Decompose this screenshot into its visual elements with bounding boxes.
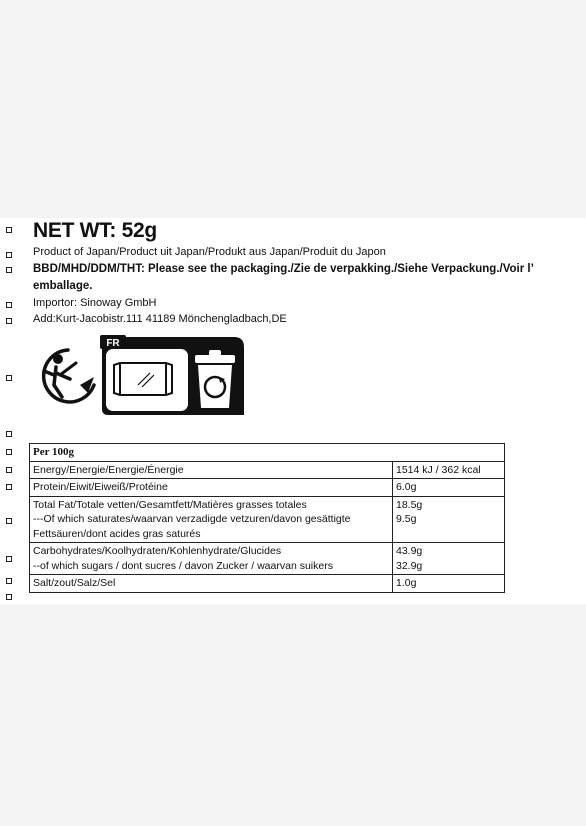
nutrient-value-line: 32.9g (396, 559, 423, 572)
nutrient-value-line: 1514 kJ / 362 kcal (396, 463, 481, 476)
address-text: Add:Kurt-Jacobistr.111 41189 Mönchengladbach,DE (33, 313, 287, 325)
fr-badge: FR (106, 338, 120, 349)
list-bullet (6, 578, 12, 584)
nutrient-value (393, 461, 505, 479)
importer-text: Importor: Sinoway GmbH (33, 297, 157, 309)
nutrient-value-line: 9.5g (396, 513, 417, 525)
list-bullet (6, 484, 12, 490)
list-bullet (6, 556, 12, 562)
net-weight-title: NET WT: 52g (33, 219, 157, 242)
nutrient-value-line: 1.0g (396, 577, 417, 589)
list-bullet (6, 594, 12, 600)
list-bullet (6, 267, 12, 273)
nutrient-label (30, 575, 393, 593)
triman-icon (44, 350, 94, 402)
bbd-text-line-1: BBD/MHD/DDM/THT: Please see the packaging./Zie de verpakking./Siehe Verpackung./Voir l’ (33, 263, 534, 275)
nutrient-label-line: ---Of which saturates/waarvan verzadigde vetzuren/davon gesättigte (33, 513, 351, 525)
list-bullet (6, 431, 12, 437)
list-bullet (6, 449, 12, 455)
nutrient-label (30, 543, 393, 575)
bbd-text-line-2: emballage. (33, 280, 93, 292)
table-row (30, 496, 505, 543)
nutrient-label-line: --of which sugars / dont sucres / davon Zucker / waarvan suikers (33, 559, 333, 572)
nutrient-label (30, 461, 393, 479)
nutrient-label-line: Energy/Energie/Energie/Énergie (33, 463, 184, 476)
list-bullet (6, 375, 12, 381)
triman-recycling-logo (34, 335, 246, 420)
table-row (30, 575, 505, 593)
nutrient-value-line: 43.9g (396, 545, 423, 557)
nutrient-label (30, 496, 393, 543)
nutrient-label (30, 479, 393, 497)
nutrient-label-line: Salt/zout/Salz/Sel (33, 577, 116, 589)
nutrient-value (393, 479, 505, 497)
table-row (30, 461, 505, 479)
nutrient-value-line: 18.5g (396, 498, 423, 511)
list-bullet (6, 302, 12, 308)
nutrient-value (393, 543, 505, 575)
table-row (30, 479, 505, 497)
nutrient-value (393, 496, 505, 543)
nutrient-label-line: Total Fat/Totale vetten/Gesamtfett/Matières grasses totales (33, 498, 307, 511)
nutrition-table (29, 443, 505, 593)
list-bullet (6, 318, 12, 324)
list-bullet (6, 518, 12, 524)
nutrient-value (393, 575, 505, 593)
table-header-row (30, 444, 505, 462)
list-bullet (6, 252, 12, 258)
nutrient-value-line: 6.0g (396, 481, 417, 493)
nutrient-label-line: Fettsäuren/dont acides gras saturés (33, 527, 201, 540)
list-bullet (6, 227, 12, 233)
wrapper-icon (114, 363, 172, 395)
nutrition-header: Per 100g (30, 444, 505, 462)
table-row (30, 543, 505, 575)
list-bullet (6, 467, 12, 473)
origin-text: Product of Japan/Product uit Japan/Produkt aus Japan/Produit du Japon (33, 246, 386, 258)
nutrient-label-line: Protein/Eiwit/Eiweiß/Protéine (33, 481, 168, 493)
nutrient-label-line: Carbohydrates/Koolhydraten/Kohlenhydrate/Glucides (33, 545, 282, 557)
nutrient-value-line (396, 527, 501, 542)
recycle-bin-icon (195, 350, 235, 408)
